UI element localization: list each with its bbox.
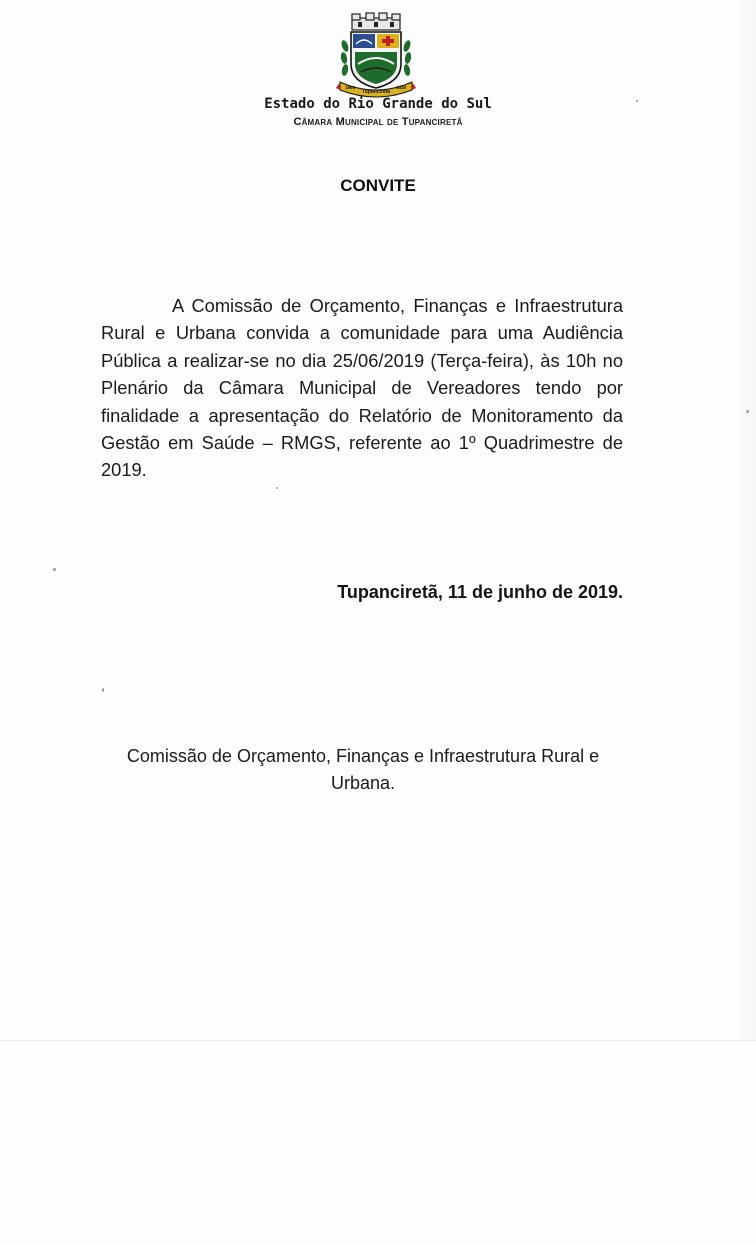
signature-block: Comissão de Orçamento, Finanças e Infraestrutura Rural e Urbana. <box>126 746 600 793</box>
scan-edge-shadow <box>734 0 756 1040</box>
mural-crown <box>352 13 400 30</box>
crest-year-right: 1928 <box>396 85 407 90</box>
date-line: Tupanciretã, 11 de junho de 2019. <box>337 582 623 602</box>
coat-of-arms-icon <box>336 12 416 98</box>
invitation-body: A Comissão de Orçamento, Finanças e Infraestrutura Rural e Urbana convida a comunidade para uma Audiência Pública a realizar-se no dia 25/06/2019 (Terça-feira), às 10h no Plenário da Câmara Municipal de Vereadores tendo por finalidade a apresentação do Relatório de Monitoramento da Gestão em Saúde – RMGS, referente ao 1º Quadrimestre de 2019. <box>101 295 623 481</box>
shield <box>351 32 401 88</box>
document-title: CONVITE <box>340 176 416 195</box>
header-state: Estado do Rio Grande do Sul <box>264 96 492 112</box>
scan-speck <box>102 688 104 692</box>
scan-fold-line <box>0 1040 756 1041</box>
scan-speck <box>276 487 278 489</box>
scan-speck <box>746 410 749 413</box>
crest-label: Tupanciretã <box>362 89 390 95</box>
header-chamber: Câmara Municipal de Tupanciretã <box>293 116 463 128</box>
scan-speck <box>53 568 56 571</box>
crest-year-left: 1894 <box>345 85 356 90</box>
scan-speck <box>636 100 638 102</box>
